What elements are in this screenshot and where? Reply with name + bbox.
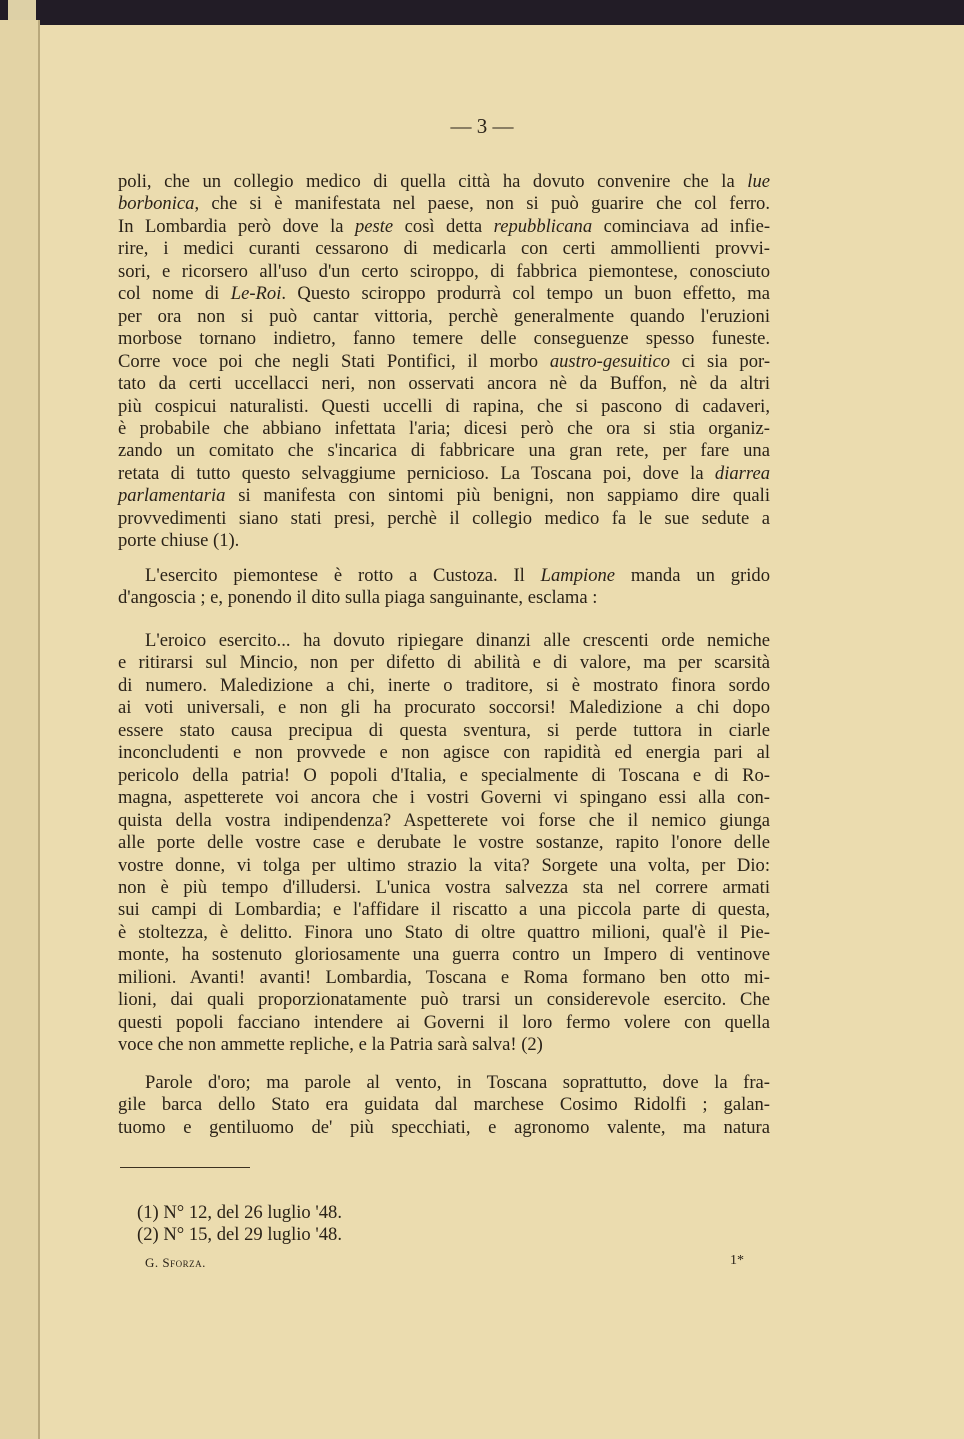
text-segment: non è più tempo d'illudersi. L'unica vostra salvezza sta nel correre armati: [118, 876, 770, 898]
text-line: [118, 372, 770, 395]
binding-strip: [0, 20, 40, 1439]
text-segment: d'angoscia ; e, ponendo il dito sulla piaga sanguinante, esclama :: [118, 587, 598, 609]
text-line: [118, 831, 770, 854]
text-segment: vostre donne, vi tolga per ultimo strazio la vita? Sorgete una volta, per Dio:: [118, 854, 770, 876]
text-line: [118, 586, 770, 609]
text-line: [118, 674, 770, 697]
text-segment: L'esercito piemontese è rotto a Custoza. Il: [145, 565, 541, 586]
italic-text: parlamentaria: [118, 485, 226, 507]
text-segment: poli, che un collegio medico di quella città ha dovuto convenire che la: [118, 171, 748, 192]
italic-text: austro-gesuitico: [549, 350, 670, 372]
italic-text: repubblicana: [493, 215, 593, 237]
text-line: [118, 1093, 770, 1116]
signature-mark: G. Sforza.: [145, 1255, 206, 1270]
text-line: [118, 260, 770, 283]
text-segment: L'eroico esercito... ha dovuto ripiegare dinanzi alle crescenti orde nemiche: [145, 630, 770, 651]
text-line: [118, 327, 770, 350]
footnote-1: (1) N° 12, del 26 luglio '48.: [137, 1202, 342, 1223]
text-segment: quista della vostra indipendenza? Aspetterete voi forse che il nemico giunga: [118, 809, 770, 831]
text-segment: e ritirarsi sul Mincio, non per difetto di abilità e di valore, ma per scarsità: [118, 652, 770, 674]
text-line: [118, 1116, 770, 1139]
text-line: [118, 1011, 770, 1034]
text-line: [118, 651, 770, 674]
page-edge-tab: [8, 0, 36, 20]
text-segment: magna, aspetterete voi ancora che i vostri Governi vi spingano essi alla con-: [118, 787, 770, 809]
italic-text: borbonica: [118, 193, 195, 215]
text-line: [118, 696, 770, 719]
text-segment: ci sia por-: [670, 350, 771, 372]
text-segment: per ora non si può cantar vittoria, perchè generalmente quando l'eruzioni: [118, 305, 770, 327]
text-segment: In Lombardia però dove la: [118, 215, 355, 237]
text-line: [118, 988, 770, 1011]
text-line: [118, 921, 770, 944]
text-line: [118, 943, 770, 966]
text-segment: più cospicui naturalisti. Questi uccelli di rapina, che si pascono di cadaveri,: [118, 395, 770, 417]
text-segment: sui campi di Lombardia; e l'affidare il riscatto a una piccola parte di questa,: [118, 899, 770, 921]
text-line: [118, 764, 770, 787]
text-segment: questi popoli facciano intendere ai Governi il loro fermo volere con quella: [118, 1011, 770, 1033]
text-line: [118, 282, 770, 305]
text-segment: ai voti universali, e non gli ha procurato soccorsi! Maledizione a chi dopo: [118, 697, 770, 719]
text-line: [118, 305, 770, 328]
text-segment: provvedimenti siano stati presi, perchè il collegio medico fa le sue sedute a: [118, 507, 770, 529]
text-line: [118, 876, 770, 899]
text-segment: tato da certi uccellacci neri, non osservati ancora nè da Buffon, nè da altri: [118, 373, 770, 395]
text-line: [118, 237, 770, 260]
footnote-2: (2) N° 15, del 29 luglio '48.: [137, 1224, 342, 1245]
text-segment: cominciava ad infie-: [592, 215, 771, 237]
text-line: [118, 898, 770, 921]
footnote-rule: [120, 1167, 250, 1168]
text-line: [118, 215, 770, 238]
text-line: [118, 809, 770, 832]
text-segment: porte chiuse (1).: [118, 530, 240, 552]
text-line: [118, 417, 770, 440]
text-line: [118, 170, 770, 193]
text-segment: è probabile che abbiano infettata l'aria; dicesi però che ora si stia organiz-: [118, 417, 770, 439]
text-line: [118, 786, 770, 809]
italic-text: lue: [747, 171, 770, 192]
text-segment: tuomo e gentiluomo de' più specchiati, e agronomo valente, ma natura: [118, 1116, 770, 1138]
text-segment: , che si è manifestata nel paese, non si può guarire che col ferro.: [194, 193, 770, 215]
text-segment: di numero. Maledizione a chi, inerte o traditore, si è mostrato finora sordo: [118, 674, 770, 696]
signature-sheet-number: 1*: [730, 1253, 744, 1268]
text-line: [145, 1071, 770, 1094]
text-segment: morbose tornano indietro, fanno temere delle conseguenze spesso funeste.: [118, 328, 770, 350]
text-segment: milioni. Avanti! avanti! Lombardia, Toscana e Roma formano ben otto mi-: [118, 966, 770, 988]
text-segment: retata di tutto questo selvaggiume pernicioso. La Toscana poi, dove la: [118, 462, 715, 484]
text-line: [118, 462, 770, 485]
scan-top-border: [0, 0, 964, 25]
text-segment: manda un grido: [615, 565, 770, 586]
text-line: [145, 564, 770, 587]
text-segment: è stoltezza, è delitto. Finora uno Stato di oltre quattro milioni, qual'è il Pie-: [118, 921, 770, 943]
text-segment: . Questo sciroppo produrrà col tempo un buon effetto, ma: [281, 283, 771, 305]
text-segment: essere stato causa precipua di questa sventura, si perde tuttora in ciarle: [118, 719, 770, 741]
text-segment: col nome di: [118, 283, 231, 305]
text-segment: si manifesta con sintomi più benigni, non sappiamo dire quali: [225, 485, 770, 507]
page-number-header: — 3 —: [450, 114, 514, 138]
text-segment: inconcludenti e non provvede e non agisce con rapidità ed energia pari al: [118, 742, 770, 764]
text-segment: così detta: [393, 215, 494, 237]
text-segment: Parole d'oro; ma parole al vento, in Toscana soprattutto, dove la fra-: [145, 1072, 770, 1093]
italic-text: diarrea: [714, 462, 770, 484]
text-line: [118, 741, 770, 764]
text-segment: alle porte delle vostre case e derubate le vostre sostanze, rapito l'onore delle: [118, 832, 770, 854]
text-segment: zando un comitato che s'incarica di fabbricare una gran rete, per fare una: [118, 440, 770, 462]
text-segment: rire, i medici curanti cessarono di medicarla con certi ammollienti provvi-: [118, 238, 770, 260]
text-line: [118, 507, 770, 530]
text-line: [118, 484, 770, 507]
text-line: [118, 854, 770, 877]
italic-text: peste: [354, 215, 394, 237]
text-segment: pericolo della patria! O popoli d'Italia, e specialmente di Toscana e di Ro-: [118, 764, 770, 786]
text-line: [118, 439, 770, 462]
italic-text: Le-Roi: [230, 283, 282, 305]
text-segment: voce che non ammette repliche, e la Patria sarà salva! (2): [118, 1034, 543, 1056]
text-line: [118, 350, 770, 373]
text-line: [118, 1033, 770, 1056]
text-segment: sori, e ricorsero all'uso d'un certo sciroppo, di fabbrica piemontese, conosciuto: [118, 260, 770, 282]
text-line: [118, 966, 770, 989]
text-line: [145, 629, 770, 652]
text-segment: Corre voce poi che negli Stati Pontifici, il morbo: [118, 350, 550, 372]
text-line: [118, 395, 770, 418]
italic-text: Lampione: [540, 565, 616, 586]
text-line: [118, 529, 770, 552]
text-segment: monte, ha sostenuto gloriosamente una guerra contro un Impero di ventinove: [118, 944, 770, 966]
text-segment: lioni, dai quali proporzionatamente può trarsi un considerevole esercito. Che: [118, 989, 770, 1011]
text-segment: gile barca dello Stato era guidata dal marchese Cosimo Ridolfi ; galan-: [118, 1094, 770, 1116]
text-line: [118, 192, 770, 215]
text-line: [118, 719, 770, 742]
